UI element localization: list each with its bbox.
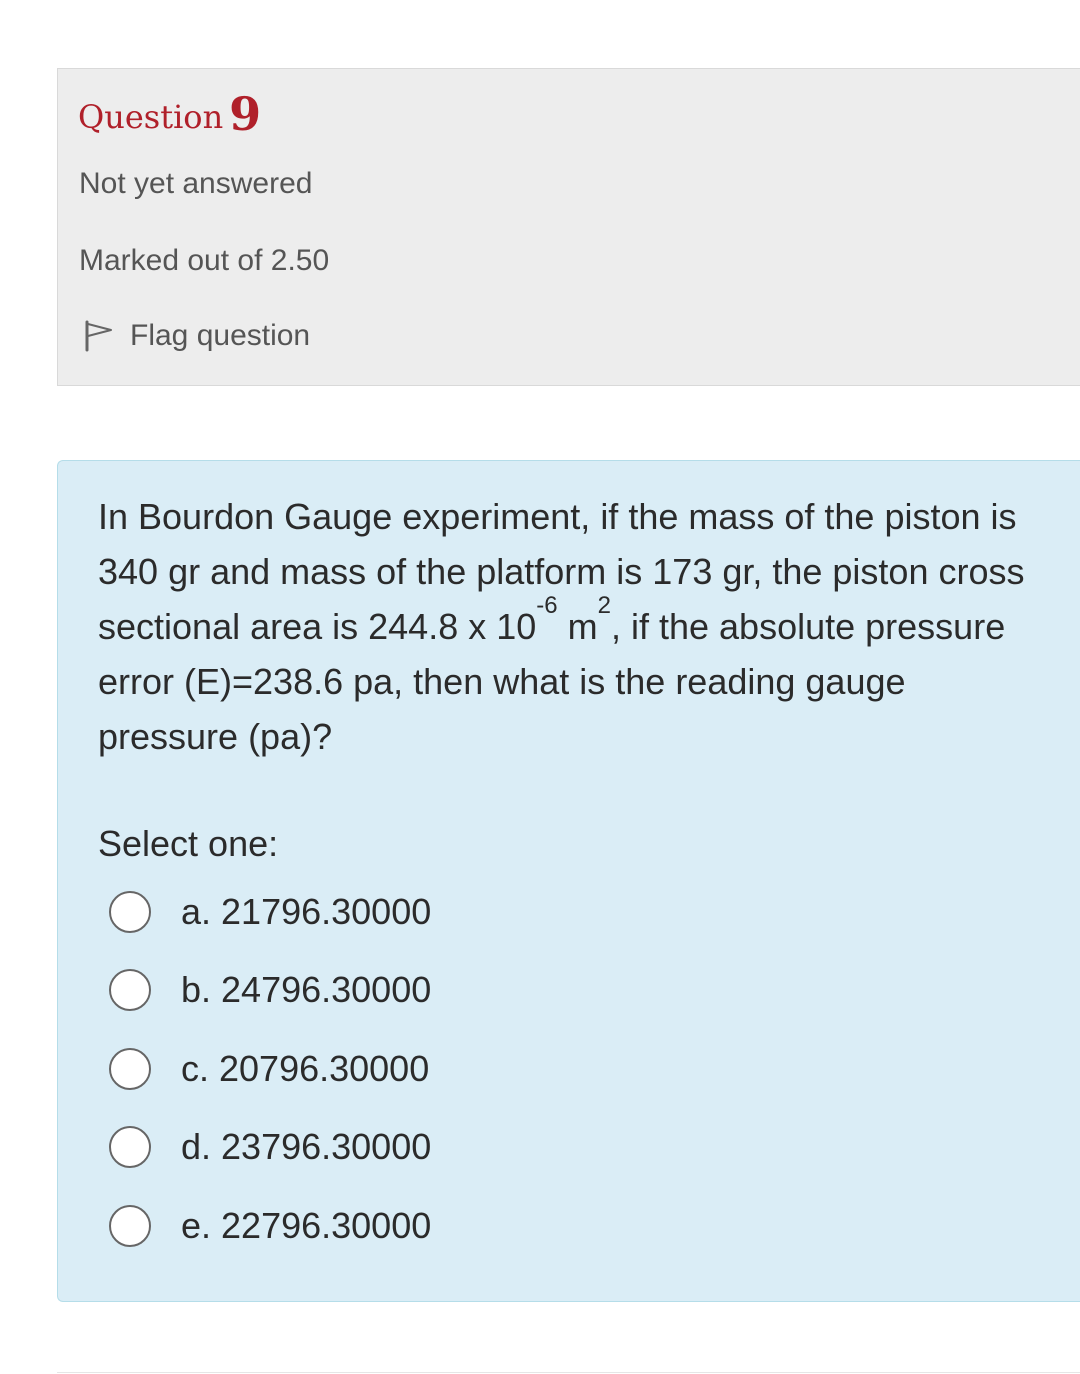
question-grade: Marked out of 2.50 bbox=[79, 244, 330, 277]
question-title-word: Question bbox=[78, 98, 224, 136]
question-text-part1: In Bourdon Gauge experiment, if the mass of the piston is 340 gr and mass of the platform is 173 gr, the piston cross sectional area is 244.8 x 10 bbox=[98, 496, 1025, 647]
question-content-panel bbox=[57, 460, 1080, 1302]
question-text-part2: , if the absolute pressure error (E)=238.6 pa, then what is the reading gauge pressure (pa)? bbox=[98, 606, 1006, 757]
answer-option-label: b. 24796.30000 bbox=[181, 969, 432, 1010]
question-text bbox=[98, 489, 1048, 764]
question-number: 9 bbox=[229, 87, 262, 141]
answer-option-c[interactable] bbox=[109, 1045, 429, 1093]
answer-option-label: d. 23796.30000 bbox=[181, 1126, 432, 1167]
section-divider bbox=[57, 1372, 1080, 1373]
answer-option-b[interactable] bbox=[109, 966, 431, 1014]
select-one-prompt: Select one: bbox=[98, 823, 279, 864]
question-exponent-1: -6 bbox=[536, 592, 558, 619]
answer-option-a[interactable] bbox=[109, 888, 431, 936]
flag-question-label: Flag question bbox=[130, 319, 311, 352]
radio-unchecked-icon[interactable] bbox=[109, 969, 151, 1011]
radio-unchecked-icon[interactable] bbox=[109, 1205, 151, 1247]
radio-unchecked-icon[interactable] bbox=[109, 1048, 151, 1090]
question-state: Not yet answered bbox=[79, 167, 313, 200]
radio-unchecked-icon[interactable] bbox=[109, 891, 151, 933]
question-unit: m bbox=[557, 606, 598, 647]
answer-option-e[interactable] bbox=[109, 1202, 431, 1250]
answer-option-label: a. 21796.30000 bbox=[181, 891, 432, 932]
flag-icon bbox=[82, 319, 116, 353]
question-title bbox=[78, 85, 261, 139]
question-exponent-2: 2 bbox=[597, 592, 611, 619]
answer-option-label: e. 22796.30000 bbox=[181, 1205, 432, 1246]
radio-unchecked-icon[interactable] bbox=[109, 1126, 151, 1168]
flag-question-link[interactable] bbox=[82, 319, 310, 353]
answer-option-d[interactable] bbox=[109, 1123, 431, 1171]
answer-option-label: c. 20796.30000 bbox=[181, 1048, 430, 1089]
question-info-panel bbox=[57, 68, 1080, 386]
